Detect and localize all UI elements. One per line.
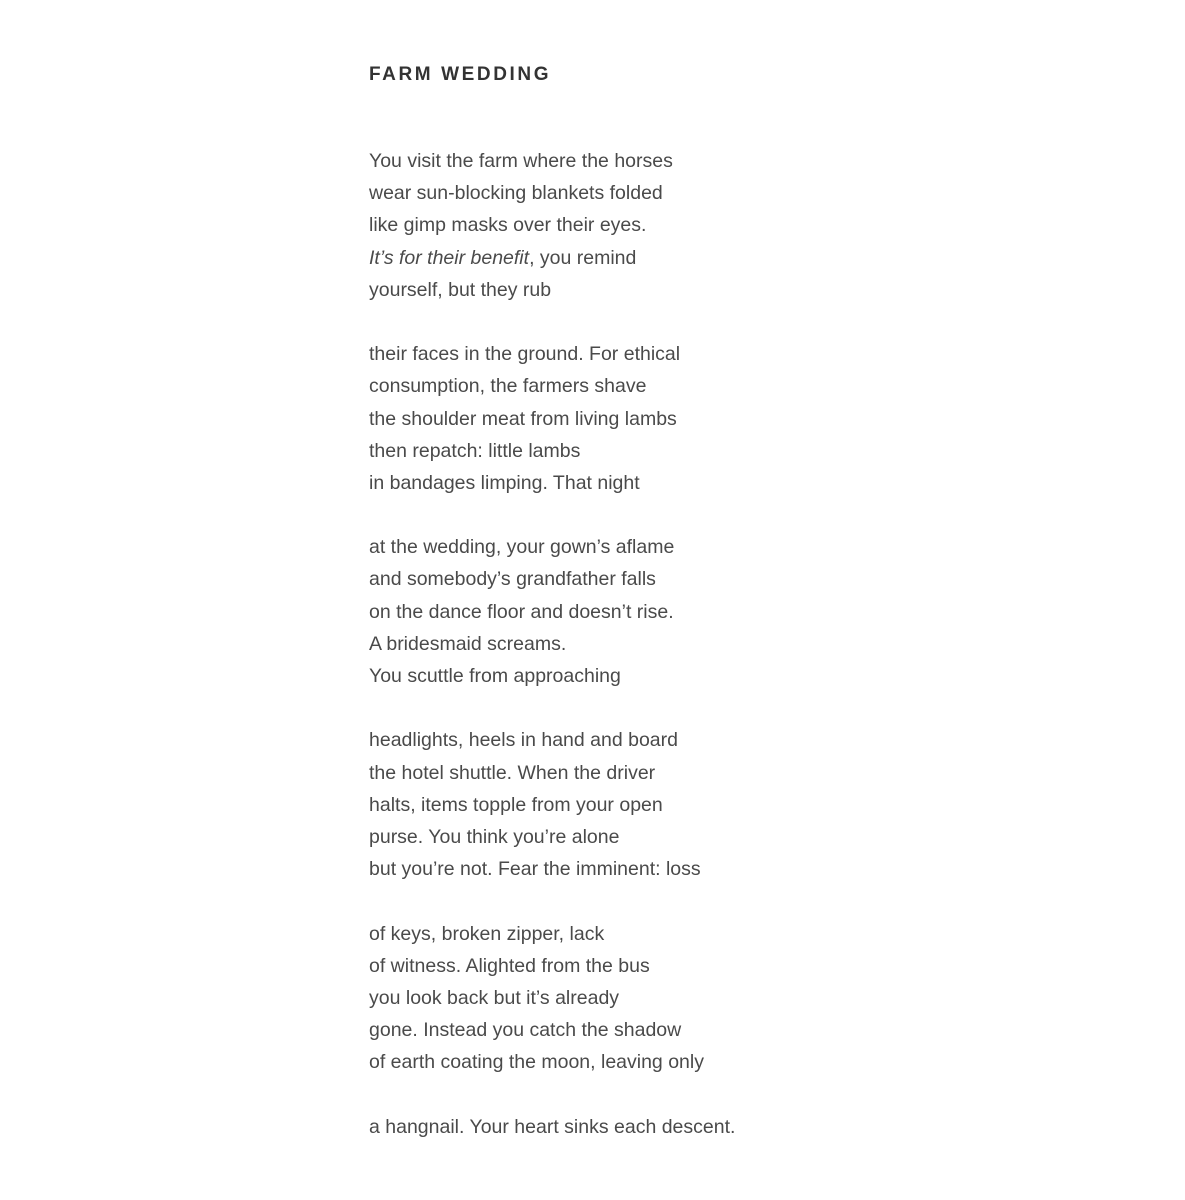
- poem-line: purse. You think you’re alone: [369, 825, 620, 848]
- poem-line: but you’re not. Fear the imminent: loss: [369, 858, 701, 881]
- poem-line: at the wedding, your gown’s aflame: [369, 536, 675, 559]
- poem-line: then repatch: little lambs: [369, 439, 581, 462]
- stanza: [369, 918, 969, 1079]
- poem-line: you look back but it’s already: [369, 986, 620, 1009]
- poem-line: wear sun-blocking blankets folded: [369, 182, 663, 205]
- poem-line: and somebody’s grandfather falls: [369, 568, 656, 591]
- poem-line: yourself, but they rub: [369, 278, 552, 301]
- stanza: [369, 724, 969, 885]
- poem-line: the shoulder meat from living lambs: [369, 407, 677, 430]
- poem-line: their faces in the ground. For ethical: [369, 343, 681, 366]
- stanza: [369, 1111, 969, 1143]
- poem-line: the hotel shuttle. When the driver: [369, 761, 656, 784]
- line-remainder: , you remind: [529, 246, 637, 269]
- poem-line: You scuttle from approaching: [369, 665, 621, 687]
- poem-line: on the dance floor and doesn’t rise.: [369, 600, 674, 623]
- italic-phrase: It’s for their benefit: [369, 246, 530, 269]
- poem-body: [369, 145, 969, 1143]
- poem-line: A bridesmaid screams.: [369, 632, 567, 655]
- stanza: [369, 145, 969, 306]
- poem-title: FARM WEDDING: [369, 64, 552, 85]
- poem-line: gone. Instead you catch the shadow: [369, 1019, 682, 1042]
- stanza: [369, 531, 969, 692]
- poem-line: of witness. Alighted from the bus: [369, 954, 650, 977]
- poem-line: headlights, heels in hand and board: [369, 729, 678, 752]
- poem-line: in bandages limping. That night: [369, 471, 640, 494]
- poem-line: halts, items topple from your open: [369, 793, 663, 816]
- poem-line: like gimp masks over their eyes.: [369, 214, 647, 237]
- stanza: [369, 338, 969, 499]
- poem-line: of keys, broken zipper, lack: [369, 922, 605, 945]
- poem-line: [369, 242, 969, 274]
- poem-line: a hangnail. Your heart sinks each descent.: [369, 1115, 736, 1138]
- poem-line: You visit the farm where the horses: [369, 150, 673, 172]
- poem: [369, 60, 969, 1175]
- poem-line: consumption, the farmers shave: [369, 375, 647, 398]
- poem-line: of earth coating the moon, leaving only: [369, 1051, 704, 1074]
